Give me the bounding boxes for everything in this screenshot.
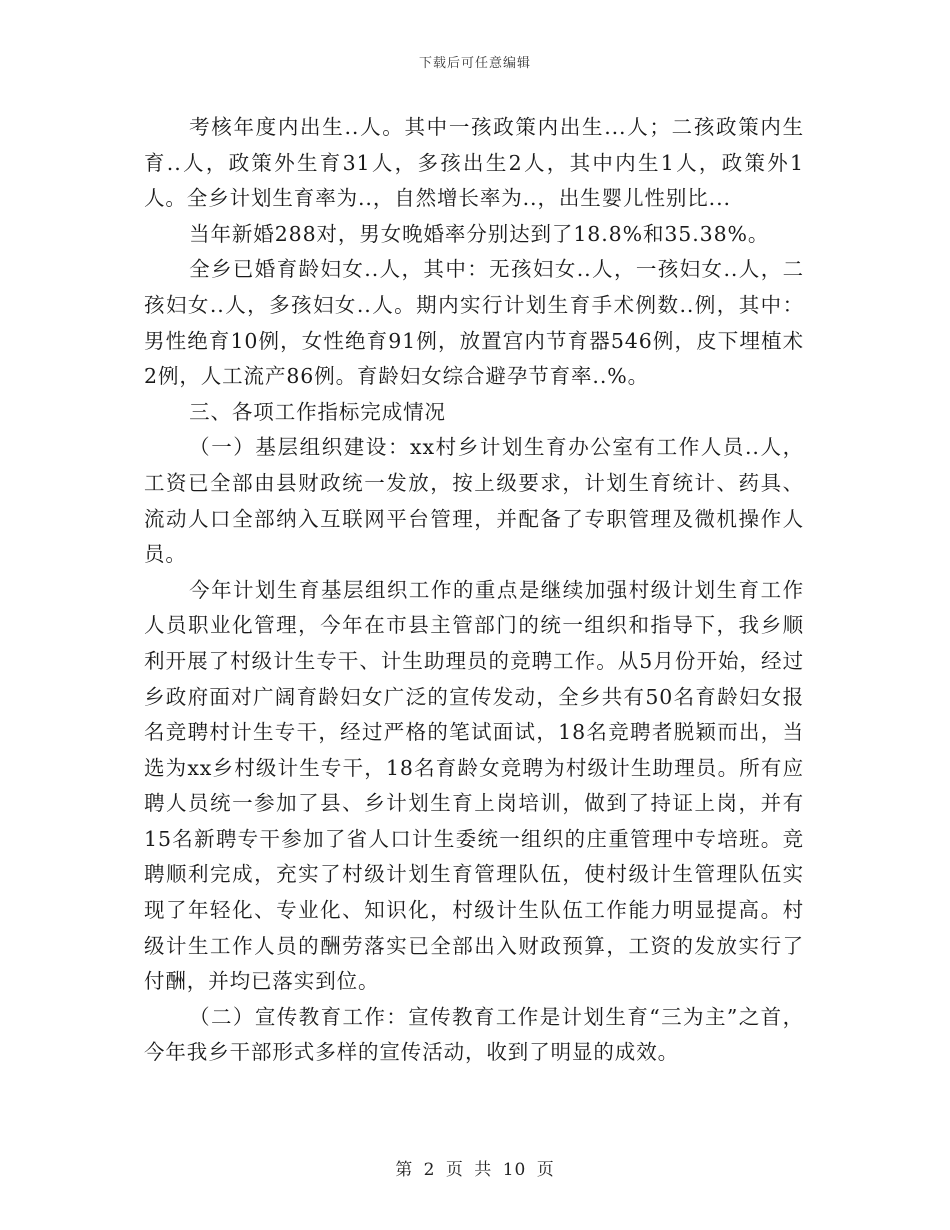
- paragraph-organization: （一）基层组织建设：xx村乡计划生育办公室有工作人员..人，工资已全部由县财政统一发放，按上级要求，计划生育统计、药具、流动人口全部纳入互联网平台管理，并配备了专职管理及微机操作人员。: [144, 435, 804, 567]
- paragraph-publicity: （二）宣传教育工作：宣传教育工作是计划生育“三为主”之首，今年我乡干部形式多样的宣传活动，收到了明显的成效。: [144, 1004, 804, 1065]
- document-body: [144, 110, 804, 1071]
- paragraph-births: 考核年度内出生..人。其中一孩政策内出生...人；二孩政策内生育..人，政策外生育31人，多孩出生2人，其中内生1人，政策外1人。全乡计划生育率为..，自然增长率为..，出生婴儿性别比...: [144, 115, 804, 211]
- paragraph-married-women: 全乡已婚育龄妇女..人，其中：无孩妇女..人，一孩妇女..人，二孩妇女..人，多孩妇女..人。期内实行计划生育手术例数..例，其中：男性绝育10例，女性绝育91例，放置宫内节育器546例，皮下埋植术2例，人工流产86例。育龄妇女综合避孕节育率..%。: [144, 257, 804, 389]
- page-header: 下载后可任意编辑: [418, 56, 531, 71]
- paragraph-recruitment: 今年计划生育基层组织工作的重点是继续加强村级计划生育工作人员职业化管理，今年在市县主管部门的统一组织和指导下，我乡顺利开展了村级计生专干、计生助理员的竞聘工作。从5月份开始，经过乡政府面对广阔育龄妇女广泛的宣传发动，全乡共有50名育龄妇女报名竞聘村计生专干，经过严格的笔试面试，18名竞聘者脱颖而出，当选为xx乡村级计生专干，18名育龄女竞聘为村级计生助理员。所有应聘人员统一参加了县、乡计划生育上岗培训，做到了持证上岗，并有15名新聘专干参加了省人口计生委统一组织的庄重管理中专培班。竞聘顺利完成，充实了村级计划生育管理队伍，使村级计生管理队伍实现了年轻化、专业化、知识化，村级计生队伍工作能力明显提高。村级计生工作人员的酬劳落实已全部出入财政预算，工资的发放实行了付酬，并均已落实到位。: [144, 577, 804, 994]
- paragraph-marriages: 当年新婚288对，男女晚婚率分别达到了18.8%和35.38%。: [189, 221, 770, 246]
- section-heading-3: 三、各项工作指标完成情况: [189, 399, 446, 424]
- page-number-footer: 第 2 页 共 10 页: [395, 1160, 555, 1180]
